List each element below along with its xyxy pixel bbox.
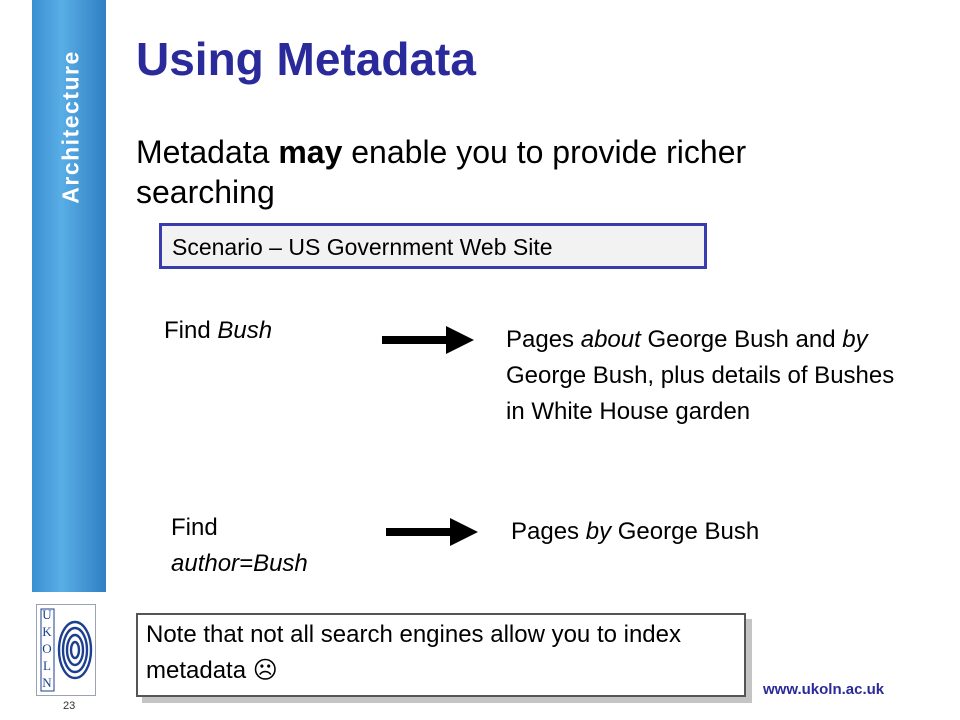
- footer-url[interactable]: www.ukoln.ac.uk: [763, 681, 885, 698]
- result-emphasis: by: [842, 326, 868, 353]
- result-find-bush: [506, 322, 906, 430]
- slide-number: 23: [63, 700, 76, 712]
- result-text: Pages: [511, 518, 586, 545]
- sidebar-label: Architecture: [57, 50, 84, 204]
- arrow-right-icon: [386, 512, 478, 552]
- query-line-field: author=Bush: [171, 550, 308, 577]
- scenario-box: Scenario – US Government Web Site: [159, 223, 707, 269]
- logo-letter: L: [43, 658, 51, 673]
- logo-letter: U: [42, 607, 52, 622]
- logo-letter: K: [42, 624, 52, 639]
- query-term: Bush: [217, 317, 273, 344]
- result-emphasis: by: [585, 518, 612, 545]
- result-text: George Bush and: [640, 326, 843, 353]
- result-find-author: [511, 514, 759, 550]
- query-find-author: [171, 510, 308, 582]
- lead-text: [136, 132, 876, 212]
- arrow-right-icon: [382, 320, 474, 360]
- result-text: George Bush, plus details of Bushes in White House garden: [506, 362, 895, 425]
- result-text: George Bush: [611, 518, 760, 545]
- lead-text-start: Metadata: [136, 134, 279, 170]
- logo-letters: [39, 608, 55, 690]
- slide-title: Using Metadata: [136, 33, 476, 85]
- logo-letter: N: [42, 675, 52, 690]
- query-prefix: Find: [164, 317, 218, 344]
- logo-letter: O: [42, 641, 52, 656]
- ukoln-logo: [36, 604, 96, 696]
- query-line: Find: [171, 514, 218, 541]
- lead-emphasis: may: [278, 134, 343, 170]
- result-emphasis: about: [580, 326, 641, 353]
- query-find-bush: [164, 313, 272, 349]
- note-box: [136, 613, 746, 697]
- lead-text-end: enable you to provide richer searching: [136, 134, 747, 210]
- sad-face-icon: ☹: [252, 657, 278, 684]
- note-text: Note that not all search engines allow you to index metadata: [146, 621, 681, 684]
- result-text: Pages: [506, 326, 581, 353]
